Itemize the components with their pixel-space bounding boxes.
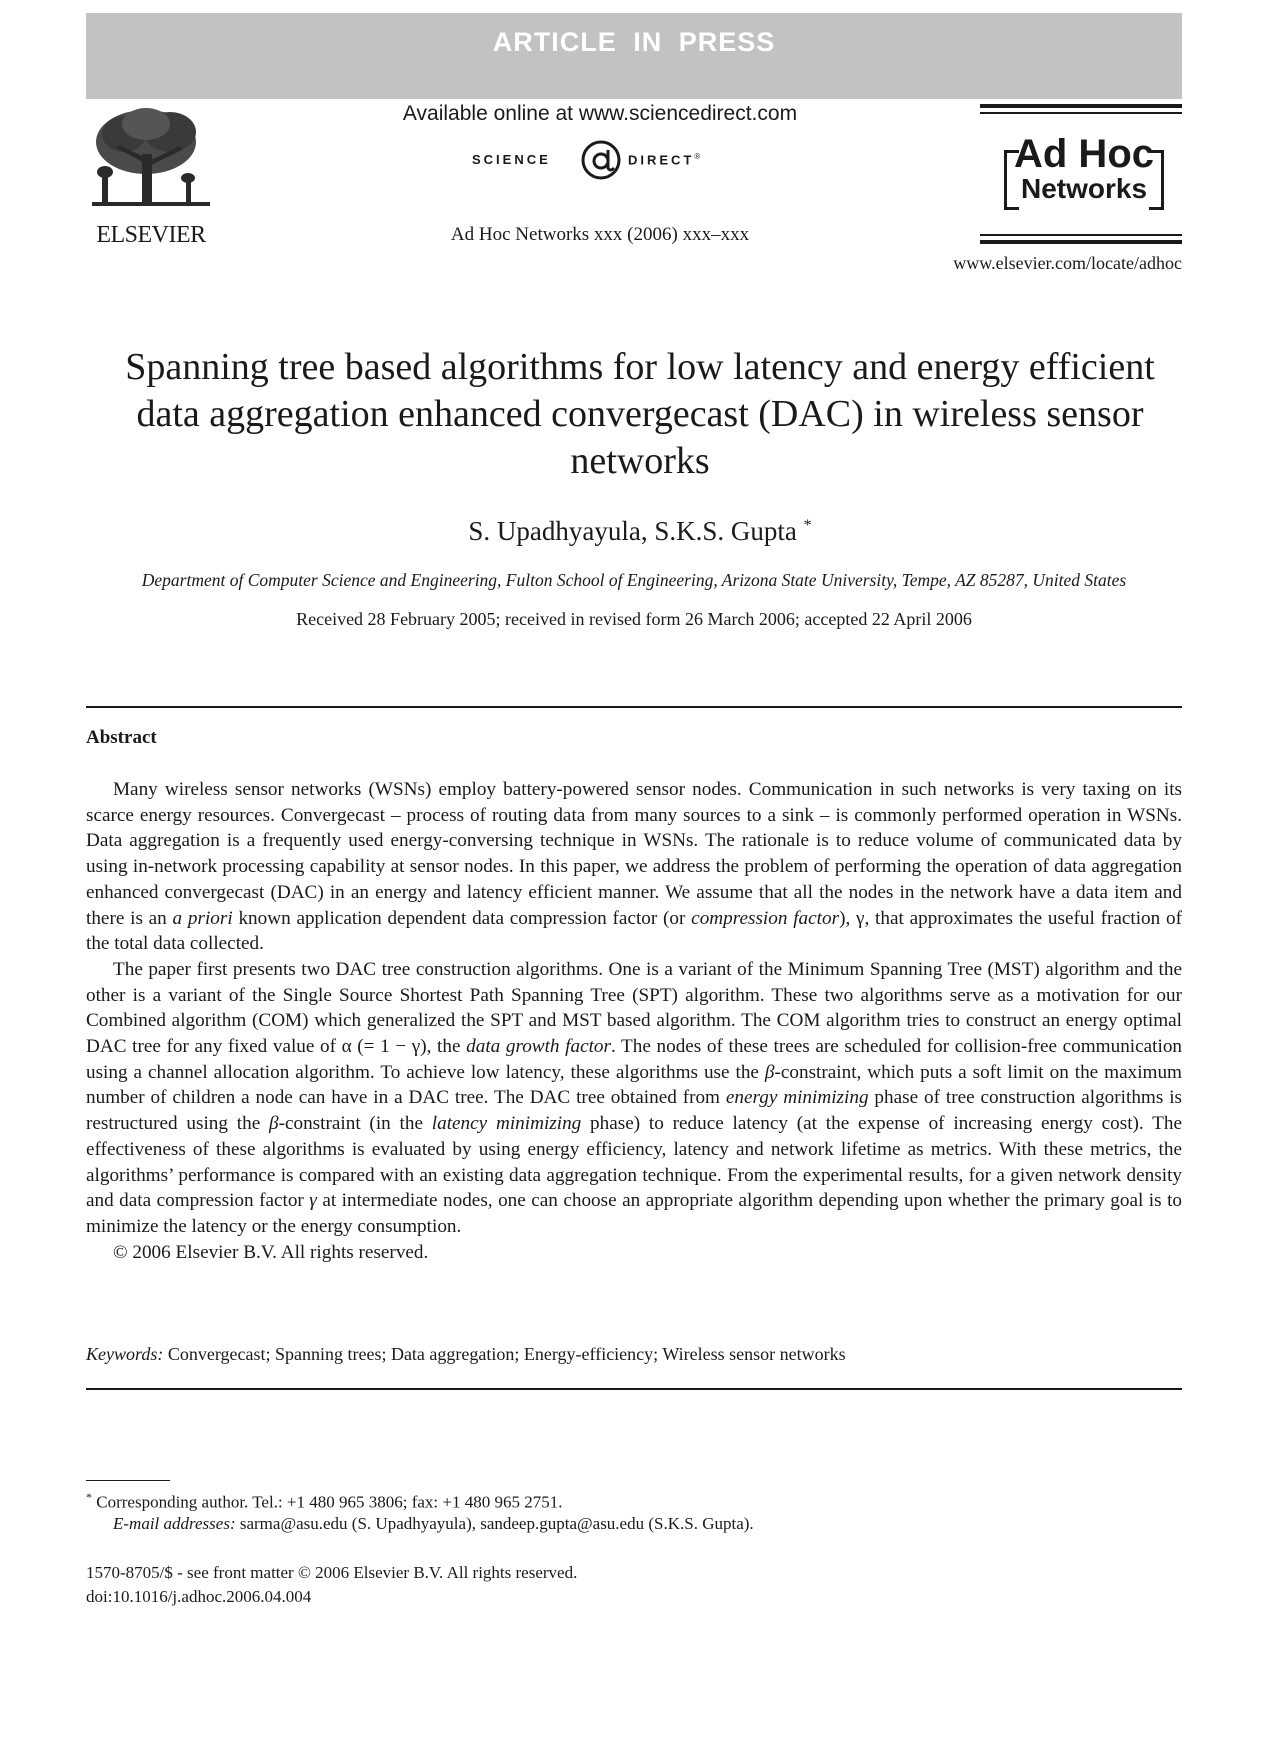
corresponding-author-mark: *	[803, 517, 812, 534]
journal-url[interactable]: www.elsevier.com/locate/adhoc	[953, 253, 1182, 273]
ad-hoc-networks-logo	[1004, 132, 1164, 214]
journal-rule-top-thin	[980, 112, 1182, 114]
abstract-paragraph-2: The paper first presents two DAC tree construction algorithms. One is a variant of the Minimum Spanning Tree (MST) algorithm and the other is a variant of the Single Source Shortest Path Spanning Tree (SPT) algorithm. These two algorithms serve as a motivation for our Combined algorithm (COM) which generalized the SPT and MST based algorithm. The COM algorithm tries to construct an energy optimal DAC tree for any fixed value of α (= 1 − γ), the data growth factor. The nodes of these trees are scheduled for collision-free communication using a channel allocation algorithm. To achieve low latency, these algorithms use the β-constraint, which puts a soft limit on the maximum number of children a node can have in a DAC tree. The DAC tree obtained from energy minimizing phase of tree construction algorithms is restructured using the β-constraint (in the latency minimizing phase) to reduce latency (at the expense of increasing energy cost). The effectiveness of these algorithms is evaluated by using energy efficiency, latency and network lifetime as metrics. With these metrics, the algorithms’ performance is compared with an existing data aggregation technique. From the experimental results, for a given network density and data compression factor γ at intermediate nodes, one can choose an appropriate algorithm depending upon whether the primary goal is to minimize the latency or the energy consumption.	[86, 958, 1183, 1237]
keywords	[86, 1344, 1182, 1365]
sciencedirect-logo-right: DIRECT®	[628, 152, 701, 168]
article-authors: S. Upadhyayula, S.K.S. Gupta *	[468, 516, 812, 546]
keywords-list: Convergecast; Spanning trees; Data aggregation; Energy-efficiency; Wireless sensor networks	[163, 1344, 846, 1364]
journal-rule-bottom-thin	[980, 234, 1182, 236]
abstract-copyright: © 2006 Elsevier B.V. All rights reserved.	[113, 1241, 429, 1263]
issn-front-matter: 1570-8705/$ - see front matter © 2006 Elsevier B.V. All rights reserved.	[86, 1563, 578, 1582]
abstract-top-rule	[86, 706, 1182, 708]
abstract-paragraph-1: Many wireless sensor networks (WSNs) employ battery-powered sensor nodes. Communication in such networks is very taxing on its scarce energy resources. Convergecast – process of routing data from many sources to a sink – is commonly performed operation in WSNs. Data aggregation is a frequently used energy-conversing technique in WSNs. The rationale is to reduce volume of communicated data by using in-network processing capability at sensor nodes. In this paper, we address the problem of performing the operation of data aggregation enhanced convergecast (DAC) in an energy and latency efficient manner. We assume that all the nodes in the network have a data item and there is an a priori known application dependent data compression factor (or compression factor), γ, that approximates the useful fraction of the total data collected.	[86, 779, 1182, 955]
received-dates: Received 28 February 2005; received in revised form 26 March 2006; accepted 22 April 2006	[296, 609, 972, 629]
sciencedirect-at-icon	[576, 138, 626, 184]
available-online-text: Available online at www.sciencedirect.com	[402, 102, 798, 125]
elsevier-tree-logo	[86, 104, 216, 216]
publisher-name: ELSEVIER	[96, 222, 206, 248]
doi[interactable]: doi:10.1016/j.adhoc.2006.04.004	[86, 1587, 312, 1606]
journal-citation: Ad Hoc Networks xxx (2006) xxx–xxx	[450, 224, 750, 245]
banner-text: ARTICLE IN PRESS	[492, 27, 776, 57]
keywords-label: Keywords:	[86, 1344, 164, 1364]
journal-rule-bottom	[980, 240, 1182, 244]
abstract-heading: Abstract	[86, 727, 157, 748]
sciencedirect-logo	[468, 138, 734, 184]
article-title: Spanning tree based algorithms for low latency and energy efficient data aggregation enhanced convergecast (DAC) in wireless sensor networks	[125, 346, 1155, 482]
journal-rule-top	[980, 104, 1182, 108]
author-affiliation: Department of Computer Science and Engineering, Fulton School of Engineering, Arizona State University, Tempe, AZ 85287, United States	[141, 570, 1127, 590]
abstract-body	[86, 777, 1182, 1265]
registered-mark: ®	[694, 152, 701, 161]
email-footnote: E-mail addresses: sarma@asu.edu (S. Upadhyayula), sandeep.gupta@asu.edu (S.K.S. Gupta).	[113, 1514, 754, 1533]
corresponding-author-footnote: * Corresponding author. Tel.: +1 480 965 3806; fax: +1 480 965 2751.	[86, 1490, 563, 1512]
ad-hoc-logo-line2: Networks	[1020, 173, 1148, 204]
abstract-bottom-rule	[86, 1388, 1182, 1390]
article-in-press-banner	[86, 13, 1182, 99]
footnote-rule	[86, 1480, 170, 1481]
ad-hoc-logo-line1: Ad Hoc	[1014, 132, 1154, 176]
sciencedirect-logo-left: SCIENCE	[472, 152, 551, 167]
